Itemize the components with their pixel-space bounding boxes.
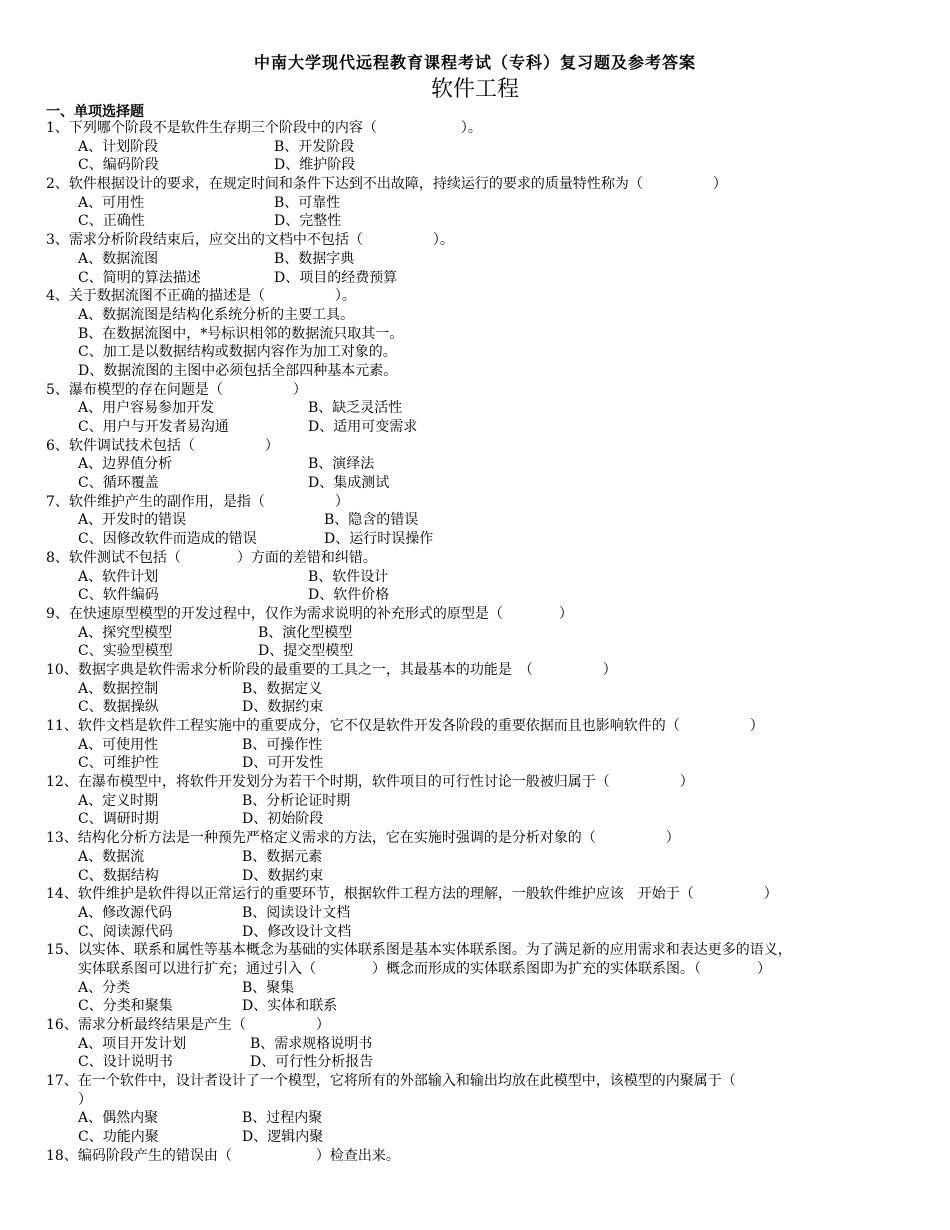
question-stem: 17、在一个软件中，设计者设计了一个模型，它将所有的外部输入和输出均放在此模型中，该模型的内聚属于（ <box>46 1073 736 1090</box>
question-stem: 13、结构化分析方法是一种预先严格定义需求的方法，它在实施时强调的是分析对象的（ ） <box>46 830 680 847</box>
option: B、数据元素 <box>242 848 323 865</box>
option: D、完整性 <box>274 213 342 230</box>
option-row <box>46 698 916 717</box>
option-row <box>46 269 916 288</box>
question-block <box>46 661 916 717</box>
option: A、数据控制 <box>78 680 159 697</box>
question-stem-continued: ） <box>78 1091 92 1108</box>
question-stem: 4、关于数据流图不正确的描述是（ ）。 <box>46 288 356 305</box>
option: C、分类和聚集 <box>78 998 173 1015</box>
option: C、调研时期 <box>78 811 159 828</box>
option: B、在数据流图中，*号标识相邻的数据流只取其一。 <box>78 325 404 342</box>
option: D、可开发性 <box>242 755 324 772</box>
option: B、阅读设计文档 <box>242 904 351 921</box>
option: A、数据流 <box>78 848 145 865</box>
option: C、简明的算法描述 <box>78 269 201 286</box>
option-row <box>46 904 916 923</box>
option-row <box>46 867 916 886</box>
option: C、数据操纵 <box>78 699 159 716</box>
question-stem: 18、编码阶段产生的错误由（ ）检查出来。 <box>46 1147 400 1164</box>
option: B、数据字典 <box>274 250 355 267</box>
option: D、数据约束 <box>242 699 324 716</box>
option: B、演绎法 <box>308 456 375 473</box>
option: A、分类 <box>78 979 131 996</box>
option-row <box>46 736 916 755</box>
course-title: 软件工程 <box>430 77 519 102</box>
option: C、因修改软件而造成的错误 <box>78 531 257 548</box>
option: D、逻辑内聚 <box>242 1129 324 1146</box>
option-row <box>46 624 916 643</box>
question-block <box>46 605 916 661</box>
option-row <box>46 1109 916 1128</box>
option: C、加工是以数据结构或数据内容作为加工对象的。 <box>78 344 397 361</box>
option: B、过程内聚 <box>242 1110 323 1127</box>
option-row <box>46 848 916 867</box>
option: C、可维护性 <box>78 755 159 772</box>
option: A、开发时的错误 <box>78 512 187 529</box>
option-row <box>46 997 916 1016</box>
question-block <box>46 773 916 829</box>
question-stem: 15、以实体、联系和属性等基本概念为基础的实体联系图是基本实体联系图。为了满足新的应用需求和表达更多的语义， <box>46 942 792 959</box>
option: A、探究型模型 <box>78 624 173 641</box>
question-block <box>46 1147 916 1166</box>
option: D、数据流图的主图中必须包括全部四种基本元素。 <box>78 362 398 379</box>
option-row <box>46 399 916 418</box>
question-block <box>46 437 916 493</box>
option-row <box>46 418 916 437</box>
option: B、缺乏灵活性 <box>308 400 403 417</box>
question-stem-continued: 实体联系图可以进行扩充；通过引入（ ）概念而形成的实体联系图即为扩充的实体联系图。（ ） <box>78 960 771 977</box>
option: A、软件计划 <box>78 568 159 585</box>
option: A、边界值分析 <box>78 456 173 473</box>
question-stem: 1、下列哪个阶段不是软件生存期三个阶段中的内容（ ）。 <box>46 120 482 136</box>
option-row <box>46 586 916 605</box>
question-block <box>46 381 916 437</box>
option: D、项目的经费预算 <box>274 269 398 286</box>
question-stem: 5、瀑布模型的存在问题是（ ） <box>46 381 307 398</box>
section-heading: 一、单项选择题 <box>46 104 144 120</box>
option-row <box>46 455 916 474</box>
option-row <box>46 923 916 942</box>
question-stem: 7、软件维护产生的副作用，是指（ ） <box>46 493 349 510</box>
option: C、用户与开发者易沟通 <box>78 419 229 435</box>
option: B、软件设计 <box>308 568 389 585</box>
option: D、数据约束 <box>242 867 324 884</box>
option: A、数据流图是结构化系统分析的主要工具。 <box>78 306 355 323</box>
question-block <box>46 493 916 549</box>
question-block <box>46 175 916 231</box>
option-row <box>46 156 916 175</box>
option-row <box>46 511 916 530</box>
option-row <box>46 212 916 231</box>
option: D、软件价格 <box>308 587 390 604</box>
question-block <box>46 829 916 885</box>
option: C、正确性 <box>78 213 145 230</box>
option-row <box>46 1035 916 1054</box>
option: C、编码阶段 <box>78 157 159 174</box>
option: B、可操作性 <box>242 736 323 753</box>
option-row <box>46 474 916 493</box>
option-row <box>46 1053 916 1072</box>
option: C、设计说明书 <box>78 1054 173 1071</box>
option: A、可用性 <box>78 194 145 211</box>
question-stem: 8、软件测试不包括（ ）方面的差错和纠错。 <box>46 549 377 566</box>
question-block <box>46 119 916 175</box>
option: D、运行时误操作 <box>324 531 434 548</box>
question-stem: 16、需求分析最终结果是产生（ ） <box>46 1017 330 1034</box>
option: D、适用可变需求 <box>308 419 418 435</box>
exam-header: 中南大学现代远程教育课程考试（专科）复习题及参考答案 <box>253 53 696 72</box>
question-stem: 12、在瀑布模型中，将软件开发划分为若干个时期，软件项目的可行性讨论一般被归属于（ ） <box>46 774 694 791</box>
option: C、软件编码 <box>78 587 159 604</box>
option: A、计划阶段 <box>78 138 159 155</box>
question-stem: 11、软件文档是软件工程实施中的重要成分，它不仅是软件开发各阶段的重要依据而且也影响软件的（ ） <box>46 718 764 734</box>
option: A、可使用性 <box>78 736 159 753</box>
option-row <box>46 810 916 829</box>
option: B、可靠性 <box>274 194 341 211</box>
question-stem: 9、在快速原型模型的开发过程中，仅作为需求说明的补充形式的原型是（ ） <box>46 605 573 622</box>
question-stem: 3、需求分析阶段结束后，应交出的文档中不包括（ ）。 <box>46 232 454 249</box>
option-row <box>46 754 916 773</box>
question-stem: 2、软件根据设计的要求，在规定时间和条件下达到不出故障，持续运行的要求的质量特性称为（ ） <box>46 176 727 193</box>
question-block <box>46 885 916 941</box>
option: D、修改设计文档 <box>242 923 352 940</box>
option-row <box>46 568 916 587</box>
option: C、实验型模型 <box>78 643 173 660</box>
question-stem: 14、软件维护是软件得以正常运行的重要环节，根据软件工程方法的理解，一般软件维护应该 开始于（ ） <box>46 886 778 903</box>
option: A、定义时期 <box>78 792 159 809</box>
option: C、循环覆盖 <box>78 475 159 492</box>
option: B、需求规格说明书 <box>250 1035 373 1052</box>
question-block <box>46 231 916 287</box>
option: C、数据结构 <box>78 867 159 884</box>
option-row <box>46 250 916 269</box>
question-block <box>46 1072 916 1147</box>
option: C、功能内聚 <box>78 1129 159 1146</box>
question-block <box>46 717 916 773</box>
option: A、项目开发计划 <box>78 1035 187 1052</box>
option-row <box>46 194 916 213</box>
option: A、偶然内聚 <box>78 1110 159 1127</box>
option: D、可行性分析报告 <box>250 1054 374 1071</box>
option: A、用户容易参加开发 <box>78 400 215 417</box>
option: B、开发阶段 <box>274 138 355 155</box>
option: D、维护阶段 <box>274 157 356 174</box>
question-block <box>46 549 916 605</box>
option: A、数据流图 <box>78 250 159 267</box>
option-row <box>46 792 916 811</box>
option-row <box>46 138 916 157</box>
option: D、初始阶段 <box>242 811 324 828</box>
option-row <box>46 642 916 661</box>
question-block <box>46 1016 916 1072</box>
option: B、演化型模型 <box>258 624 353 641</box>
option-row <box>46 1128 916 1147</box>
option: B、隐含的错误 <box>324 512 419 529</box>
option-row <box>46 530 916 549</box>
question-block <box>46 287 916 380</box>
option-row <box>46 979 916 998</box>
question-list <box>46 119 916 1166</box>
option: B、分析论证时期 <box>242 792 351 809</box>
option: D、提交型模型 <box>258 643 354 660</box>
question-stem: 6、软件调试技术包括（ ） <box>46 437 279 454</box>
option: B、数据定义 <box>242 680 323 697</box>
option: B、聚集 <box>242 979 295 996</box>
option: D、集成测试 <box>308 475 390 492</box>
question-stem: 10、数据字典是软件需求分析阶段的最重要的工具之一，其最基本的功能是 （ ） <box>46 661 617 678</box>
option: C、阅读源代码 <box>78 923 173 940</box>
question-block <box>46 941 916 1016</box>
option-row <box>46 680 916 699</box>
option: D、实体和联系 <box>242 998 338 1015</box>
option: A、修改源代码 <box>78 904 173 921</box>
